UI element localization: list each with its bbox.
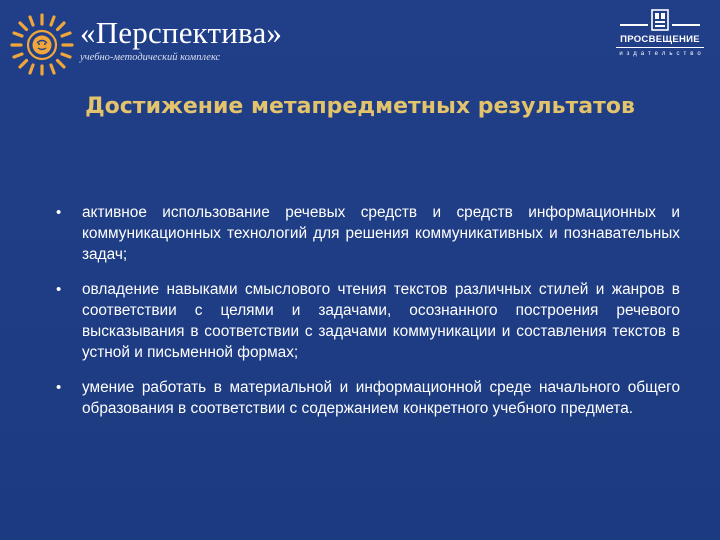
publisher-block <box>612 8 708 64</box>
bullet-item: • умение работать в материальной и информационной среде начального общего образования в соответствии с содержанием конкретного учебного предмета. <box>56 377 680 419</box>
publisher-subtitle: издательство <box>619 51 705 57</box>
publisher-emblem-icon <box>612 8 708 34</box>
brand-title: «Перспектива» <box>80 15 283 50</box>
publisher-name: ПРОСВЕЩЕНИЕ <box>620 34 700 45</box>
brand-block <box>80 15 283 64</box>
publisher-divider <box>616 47 704 48</box>
bullet-item: • активное использование речевых средств и средств информационных и коммуникационных технологий для решения коммуникативных и познавательных задач; <box>56 202 680 265</box>
sun-logo-icon <box>10 12 74 76</box>
slide-title: Достижение метапредметных результатов <box>85 94 635 119</box>
bullet-list <box>56 202 680 433</box>
brand-subtitle: учебно-методический комплекс <box>80 52 221 63</box>
bullet-item: • овладение навыками смыслового чтения текстов различных стилей и жанров в соответствии с целями и задачами, осознанного построения речевого высказывания в соответствии с задачами коммуникации и составления текстов в устной и письменной формах; <box>56 279 680 363</box>
